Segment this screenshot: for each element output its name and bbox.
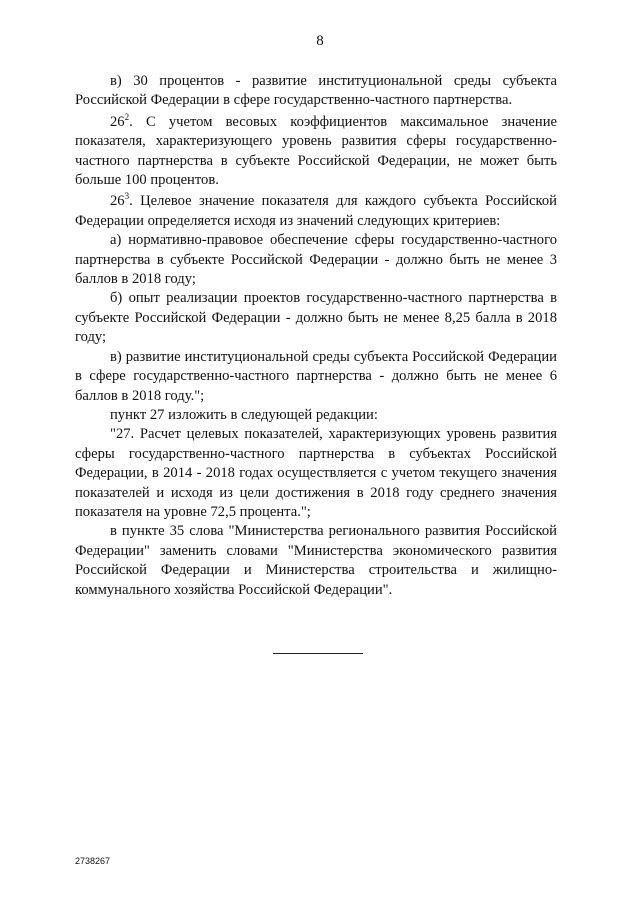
paragraph-b: б) опыт реализации проектов государственно-частного партнерства в субъекте Российской Федерации - должно быть не менее 8,25 балла в 2018 году; — [75, 290, 557, 346]
paragraph-v-2: в) развитие институциональной среды субъекта Российской Федерации в сфере государственно-частного партнерства - должно быть не менее 6 баллов в 2018 году."; — [75, 348, 557, 404]
page-number: 8 — [316, 33, 324, 49]
document-code: 2738267 — [75, 856, 111, 866]
clause-superscript: 2 — [124, 111, 130, 122]
paragraph-a: а) нормативно-правовое обеспечение сферы государственно-частного партнерства в субъекте Российской Федерации - должно быть не менее 3 баллов в 2018 году; — [75, 232, 557, 288]
paragraph-35: в пункте 35 слова "Министерства регионального развития Российской Федерации" заменить словами "Министерства экономического развития Российской Федерации и Министерства строительства и жилищно-коммунального хозяйства Российской Федерации". — [75, 523, 557, 598]
document-body — [75, 72, 557, 600]
clause-text: . Целевое значение показателя для каждого субъекта Российской Федерации определяется исходя из значений следующих критериев: — [75, 193, 557, 229]
clause-text: . С учетом весовых коэффициентов максимальное значение показателя, характеризующего уровень развития сферы государственно-частного партнерства в субъекте Российской Федерации, не может быть больше 100 процентов. — [75, 113, 557, 189]
paragraph-v-1: в) 30 процентов - развитие институциональной среды субъекта Российской Федерации в сфере государственно-частного партнерства. — [75, 73, 557, 109]
closing-rule — [273, 653, 363, 654]
paragraph-26-3 — [75, 192, 557, 231]
paragraph-27-intro: пункт 27 изложить в следующей редакции: — [110, 406, 378, 423]
clause-number: 26 — [110, 193, 125, 210]
clause-number: 26 — [110, 113, 125, 130]
paragraph-26-2 — [75, 113, 557, 191]
paragraph-27: "27. Расчет целевых показателей, характеризующих уровень развития сферы государственно-частного партнерства в субъектах Российской Федерации, в 2014 - 2018 годах осуществляется с учетом текущего значения показателей и исходя из цели достижения в 2018 году среднего значения показателя на уровне 72,5 процента."; — [75, 426, 557, 520]
clause-superscript: 3 — [124, 191, 130, 202]
